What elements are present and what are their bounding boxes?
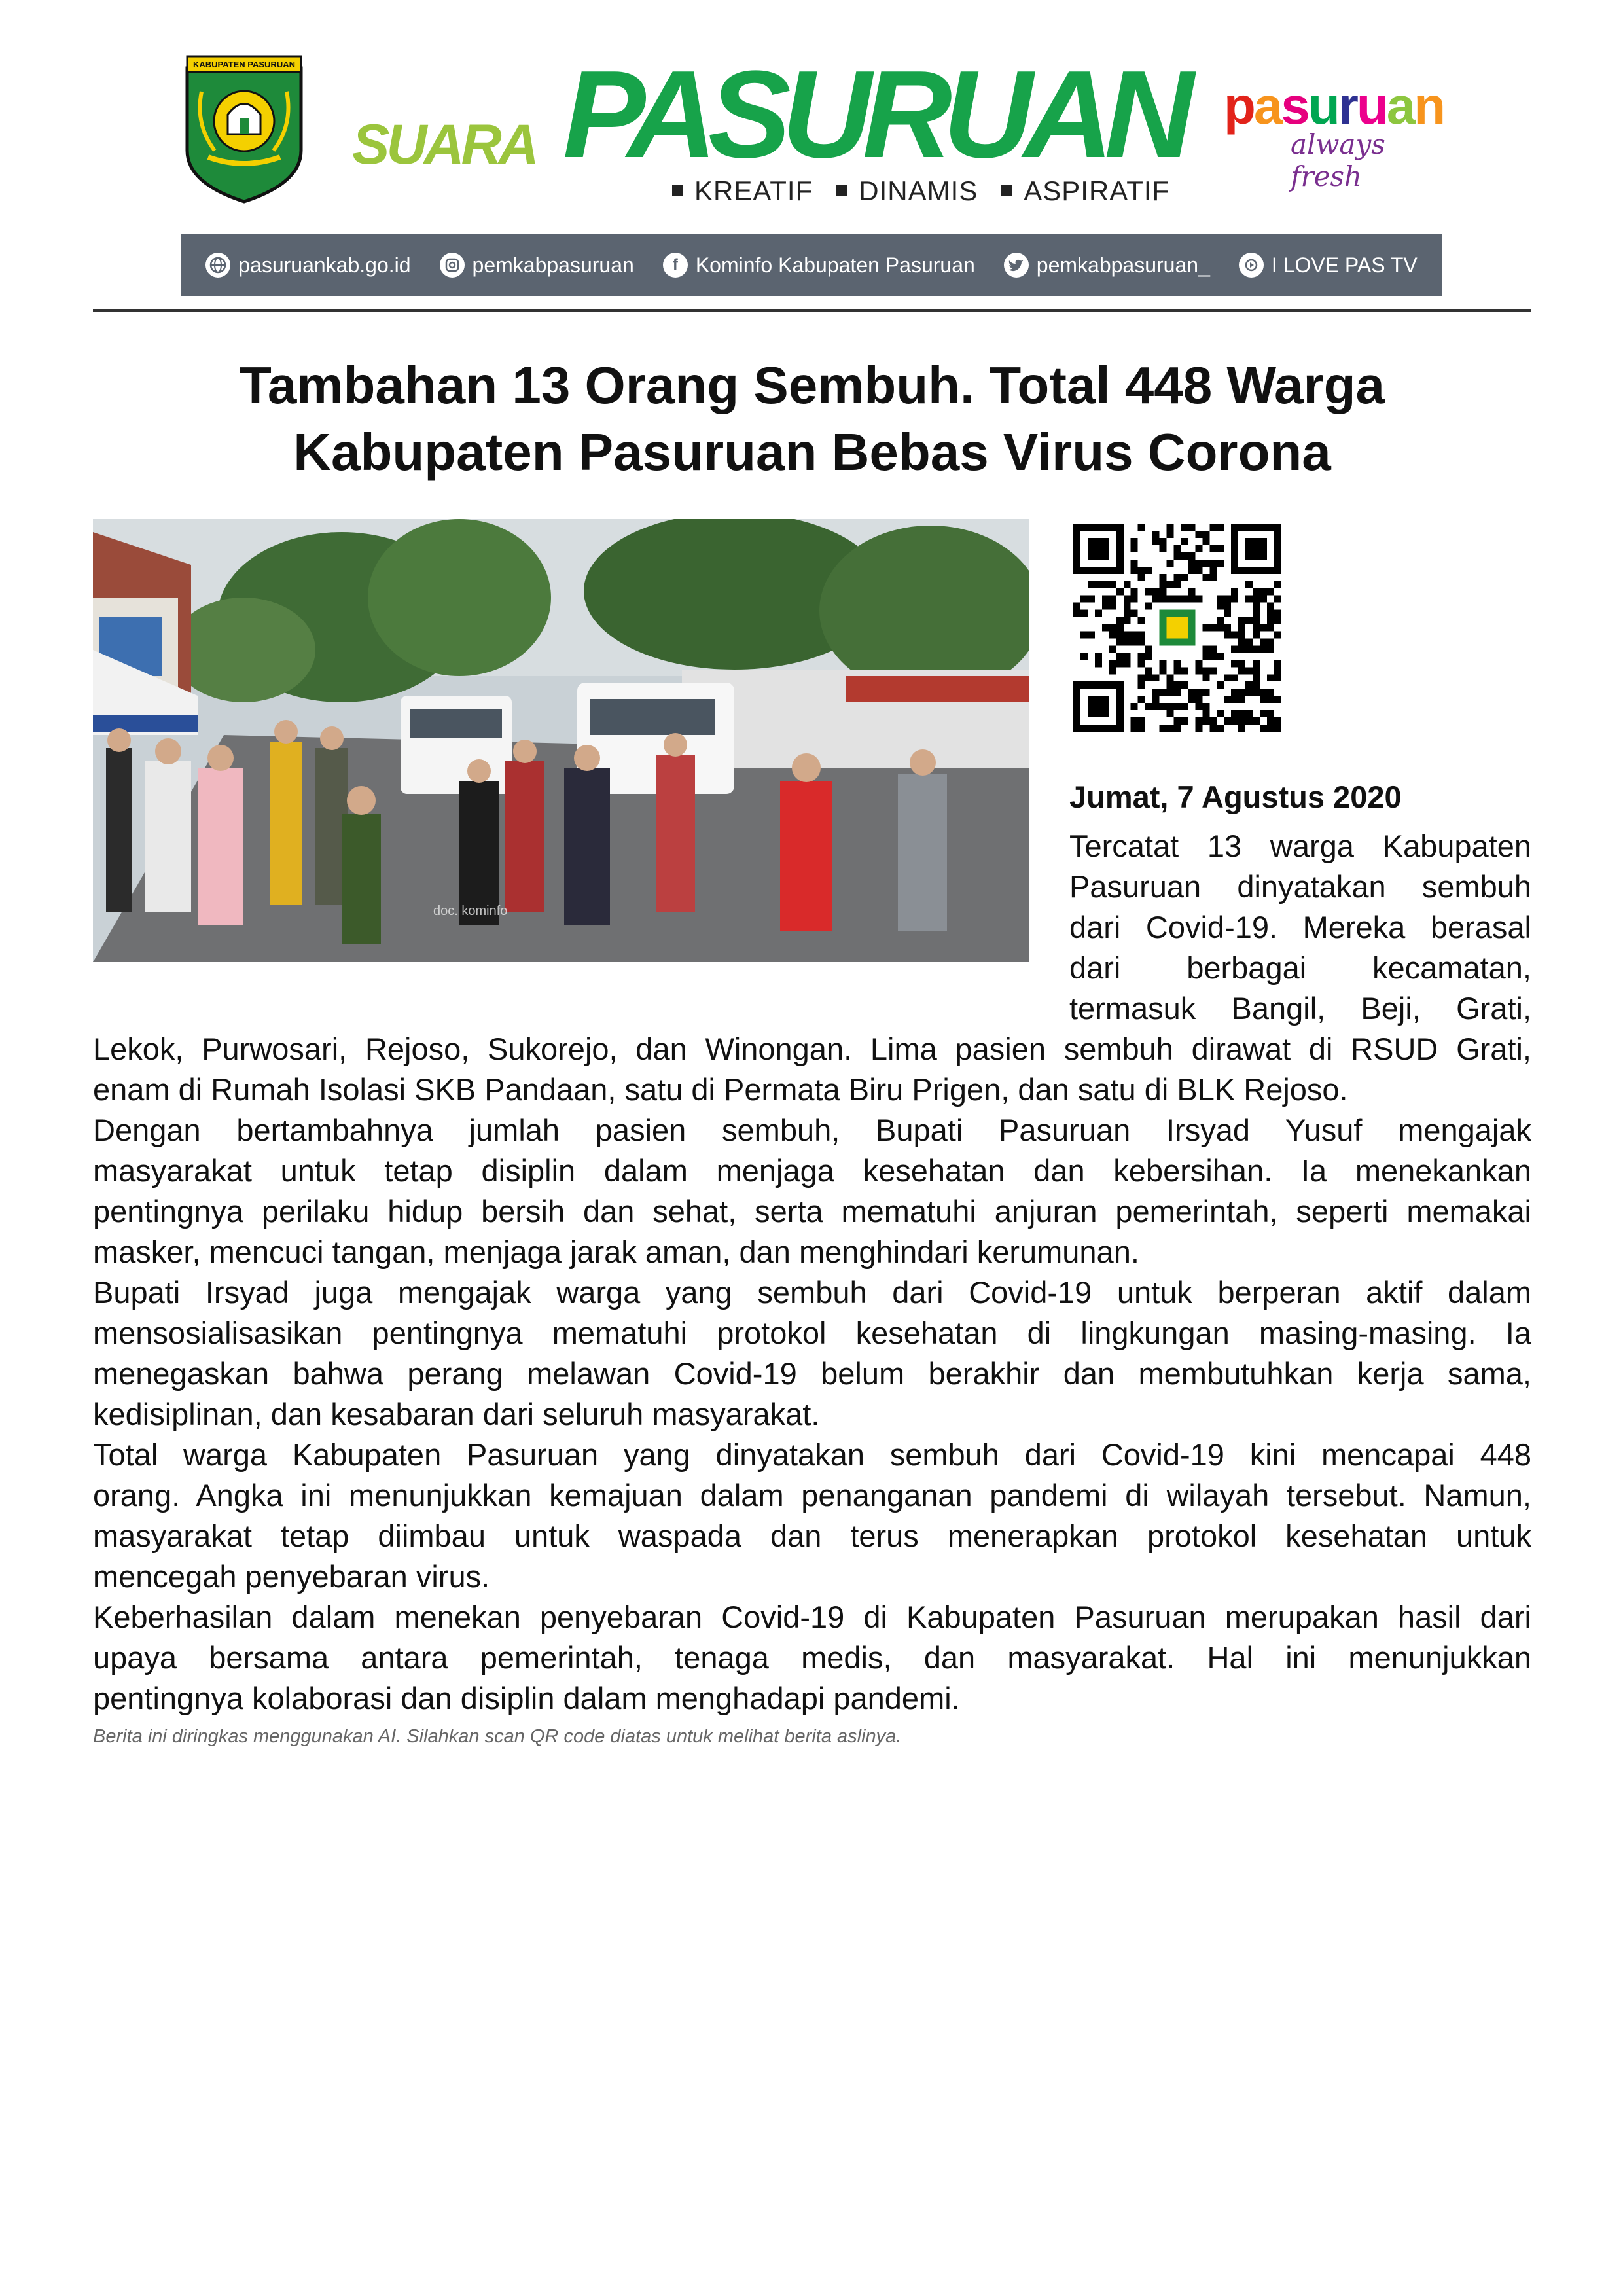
social-item-facebook[interactable] xyxy=(663,253,975,278)
social-media-bar xyxy=(181,234,1442,296)
bullet-square-icon xyxy=(1001,185,1012,196)
tourism-letter: n xyxy=(1414,77,1444,135)
tourism-letter: s xyxy=(1281,77,1308,135)
social-item-website[interactable] xyxy=(205,253,410,278)
social-item-twitter[interactable] xyxy=(1004,253,1210,278)
ai-summary-footnote: Berita ini diringkas menggunakan AI. Silahkan scan QR code diatas untuk melihat berita aslinya. xyxy=(93,1726,902,1747)
tourism-tagline: always fresh xyxy=(1291,128,1385,192)
body-line: menegaskan bahwa perang melawan Covid-19 belum berakhir dan membutuhkan kerja sama, xyxy=(93,1356,1531,1391)
headline-line: Kabupaten Pasuruan Bebas Virus Corona xyxy=(293,423,1331,481)
body-line: Total warga Kabupaten Pasuruan yang dinyatakan sembuh dari Covid-19 kini mencapai 448 xyxy=(93,1437,1531,1472)
body-line: Lekok, Purwosari, Rejoso, Sukorejo, dan Winongan. Lima pasien sembuh dirawat di RSUD Grati, xyxy=(93,1031,1531,1066)
instagram-icon xyxy=(440,253,465,278)
social-label: pemkabpasuruan xyxy=(472,253,634,277)
body-line: masyarakat untuk tetap disiplin dalam menjaga kesehatan dan kebersihan. Ia menekankan xyxy=(93,1153,1531,1188)
tagline xyxy=(672,175,1169,207)
intro-line: Tercatat 13 warga Kabupaten xyxy=(1069,829,1531,863)
suara-pasuruan-logo xyxy=(347,45,1185,206)
bullet-square-icon xyxy=(836,185,847,196)
body-line: mensosialisasikan pentingnya mematuhi protokol kesehatan di lingkungan masing-masing. Ia xyxy=(93,1316,1531,1350)
tourism-letter: u xyxy=(1356,77,1387,135)
social-item-instagram[interactable] xyxy=(440,253,634,278)
body-line: Bupati Irsyad juga mengajak warga yang sembuh dari Covid-19 untuk berperan aktif dalam xyxy=(93,1275,1531,1310)
article-body xyxy=(93,1029,1531,1719)
kabupaten-crest-logo xyxy=(182,52,306,204)
article-intro xyxy=(1069,826,1531,1029)
tourism-letter: a xyxy=(1253,77,1281,135)
body-line: mencegah penyebaran virus. xyxy=(93,1559,490,1594)
social-label: Kominfo Kabupaten Pasuruan xyxy=(695,253,975,277)
tourism-letter: a xyxy=(1386,77,1414,135)
social-label: pemkabpasuruan_ xyxy=(1036,253,1210,277)
body-line: enam di Rumah Isolasi SKB Pandaan, satu di Permata Biru Prigen, dan satu di BLK Rejoso. xyxy=(93,1072,1348,1107)
brand-prefix: SUARA xyxy=(352,113,536,176)
article-photo xyxy=(93,519,1029,962)
tourism-wordmark xyxy=(1224,77,1453,135)
body-line: upaya bersama antara pemerintah, tenaga medis, dan masyarakat. Hal ini menunjukkan xyxy=(93,1640,1531,1675)
body-line: Dengan bertambahnya jumlah pasien sembuh, Bupati Pasuruan Irsyad Yusuf mengajak xyxy=(93,1113,1531,1147)
youtube-icon xyxy=(1239,253,1264,278)
globe-icon xyxy=(205,253,230,278)
brand-main: PASURUAN xyxy=(563,45,1185,184)
body-line: masker, mencuci tangan, menjaga jarak aman, dan menghindari kerumunan. xyxy=(93,1234,1139,1269)
header-divider xyxy=(93,309,1531,312)
pasuruan-always-fresh-logo xyxy=(1224,77,1453,192)
article-date: Jumat, 7 Agustus 2020 xyxy=(1069,780,1402,814)
bullet-square-icon xyxy=(672,185,683,196)
social-label: I LOVE PAS TV xyxy=(1271,253,1418,277)
intro-line: dari berbagai kecamatan, xyxy=(1069,950,1531,985)
tagline-item: DINAMIS xyxy=(859,175,978,206)
body-line: pentingnya perilaku hidup bersih dan sehat, serta mematuhi anjuran pemerintah, seperti memakai xyxy=(93,1194,1531,1229)
social-item-youtube[interactable] xyxy=(1239,253,1418,278)
tourism-letter: r xyxy=(1338,77,1357,135)
body-line: masyarakat tetap diimbau untuk waspada dan terus menerapkan protokol kesehatan untuk xyxy=(93,1518,1531,1553)
intro-line: Pasuruan dinyatakan sembuh xyxy=(1069,869,1531,904)
social-label: pasuruankab.go.id xyxy=(238,253,411,277)
body-line: kedisiplinan, dan kesabaran dari seluruh masyarakat. xyxy=(93,1397,820,1431)
article-headline xyxy=(93,352,1531,486)
qr-code[interactable] xyxy=(1073,524,1281,732)
tagline-item: ASPIRATIF xyxy=(1024,175,1170,206)
body-line: orang. Angka ini menunjukkan kemajuan dalam penanganan pandemi di wilayah tersebut. Namun, xyxy=(93,1478,1531,1513)
intro-line: dari Covid-19. Mereka berasal xyxy=(1069,910,1531,944)
facebook-icon: f xyxy=(663,253,688,278)
twitter-icon xyxy=(1004,253,1029,278)
headline-line: Tambahan 13 Orang Sembuh. Total 448 Warga xyxy=(239,356,1385,414)
tourism-letter: p xyxy=(1224,77,1254,135)
photo-watermark: doc. kominfo xyxy=(433,904,508,918)
intro-line: termasuk Bangil, Beji, Grati, xyxy=(1069,991,1531,1026)
body-line: Keberhasilan dalam menekan penyebaran Covid-19 di Kabupaten Pasuruan merupakan hasil dari xyxy=(93,1600,1531,1634)
svg-text:KABUPATEN PASURUAN: KABUPATEN PASURUAN xyxy=(193,60,295,69)
tourism-letter: u xyxy=(1308,77,1338,135)
body-line: pentingnya kolaborasi dan disiplin dalam menghadapi pandemi. xyxy=(93,1681,960,1715)
tagline-item: KREATIF xyxy=(694,175,813,206)
